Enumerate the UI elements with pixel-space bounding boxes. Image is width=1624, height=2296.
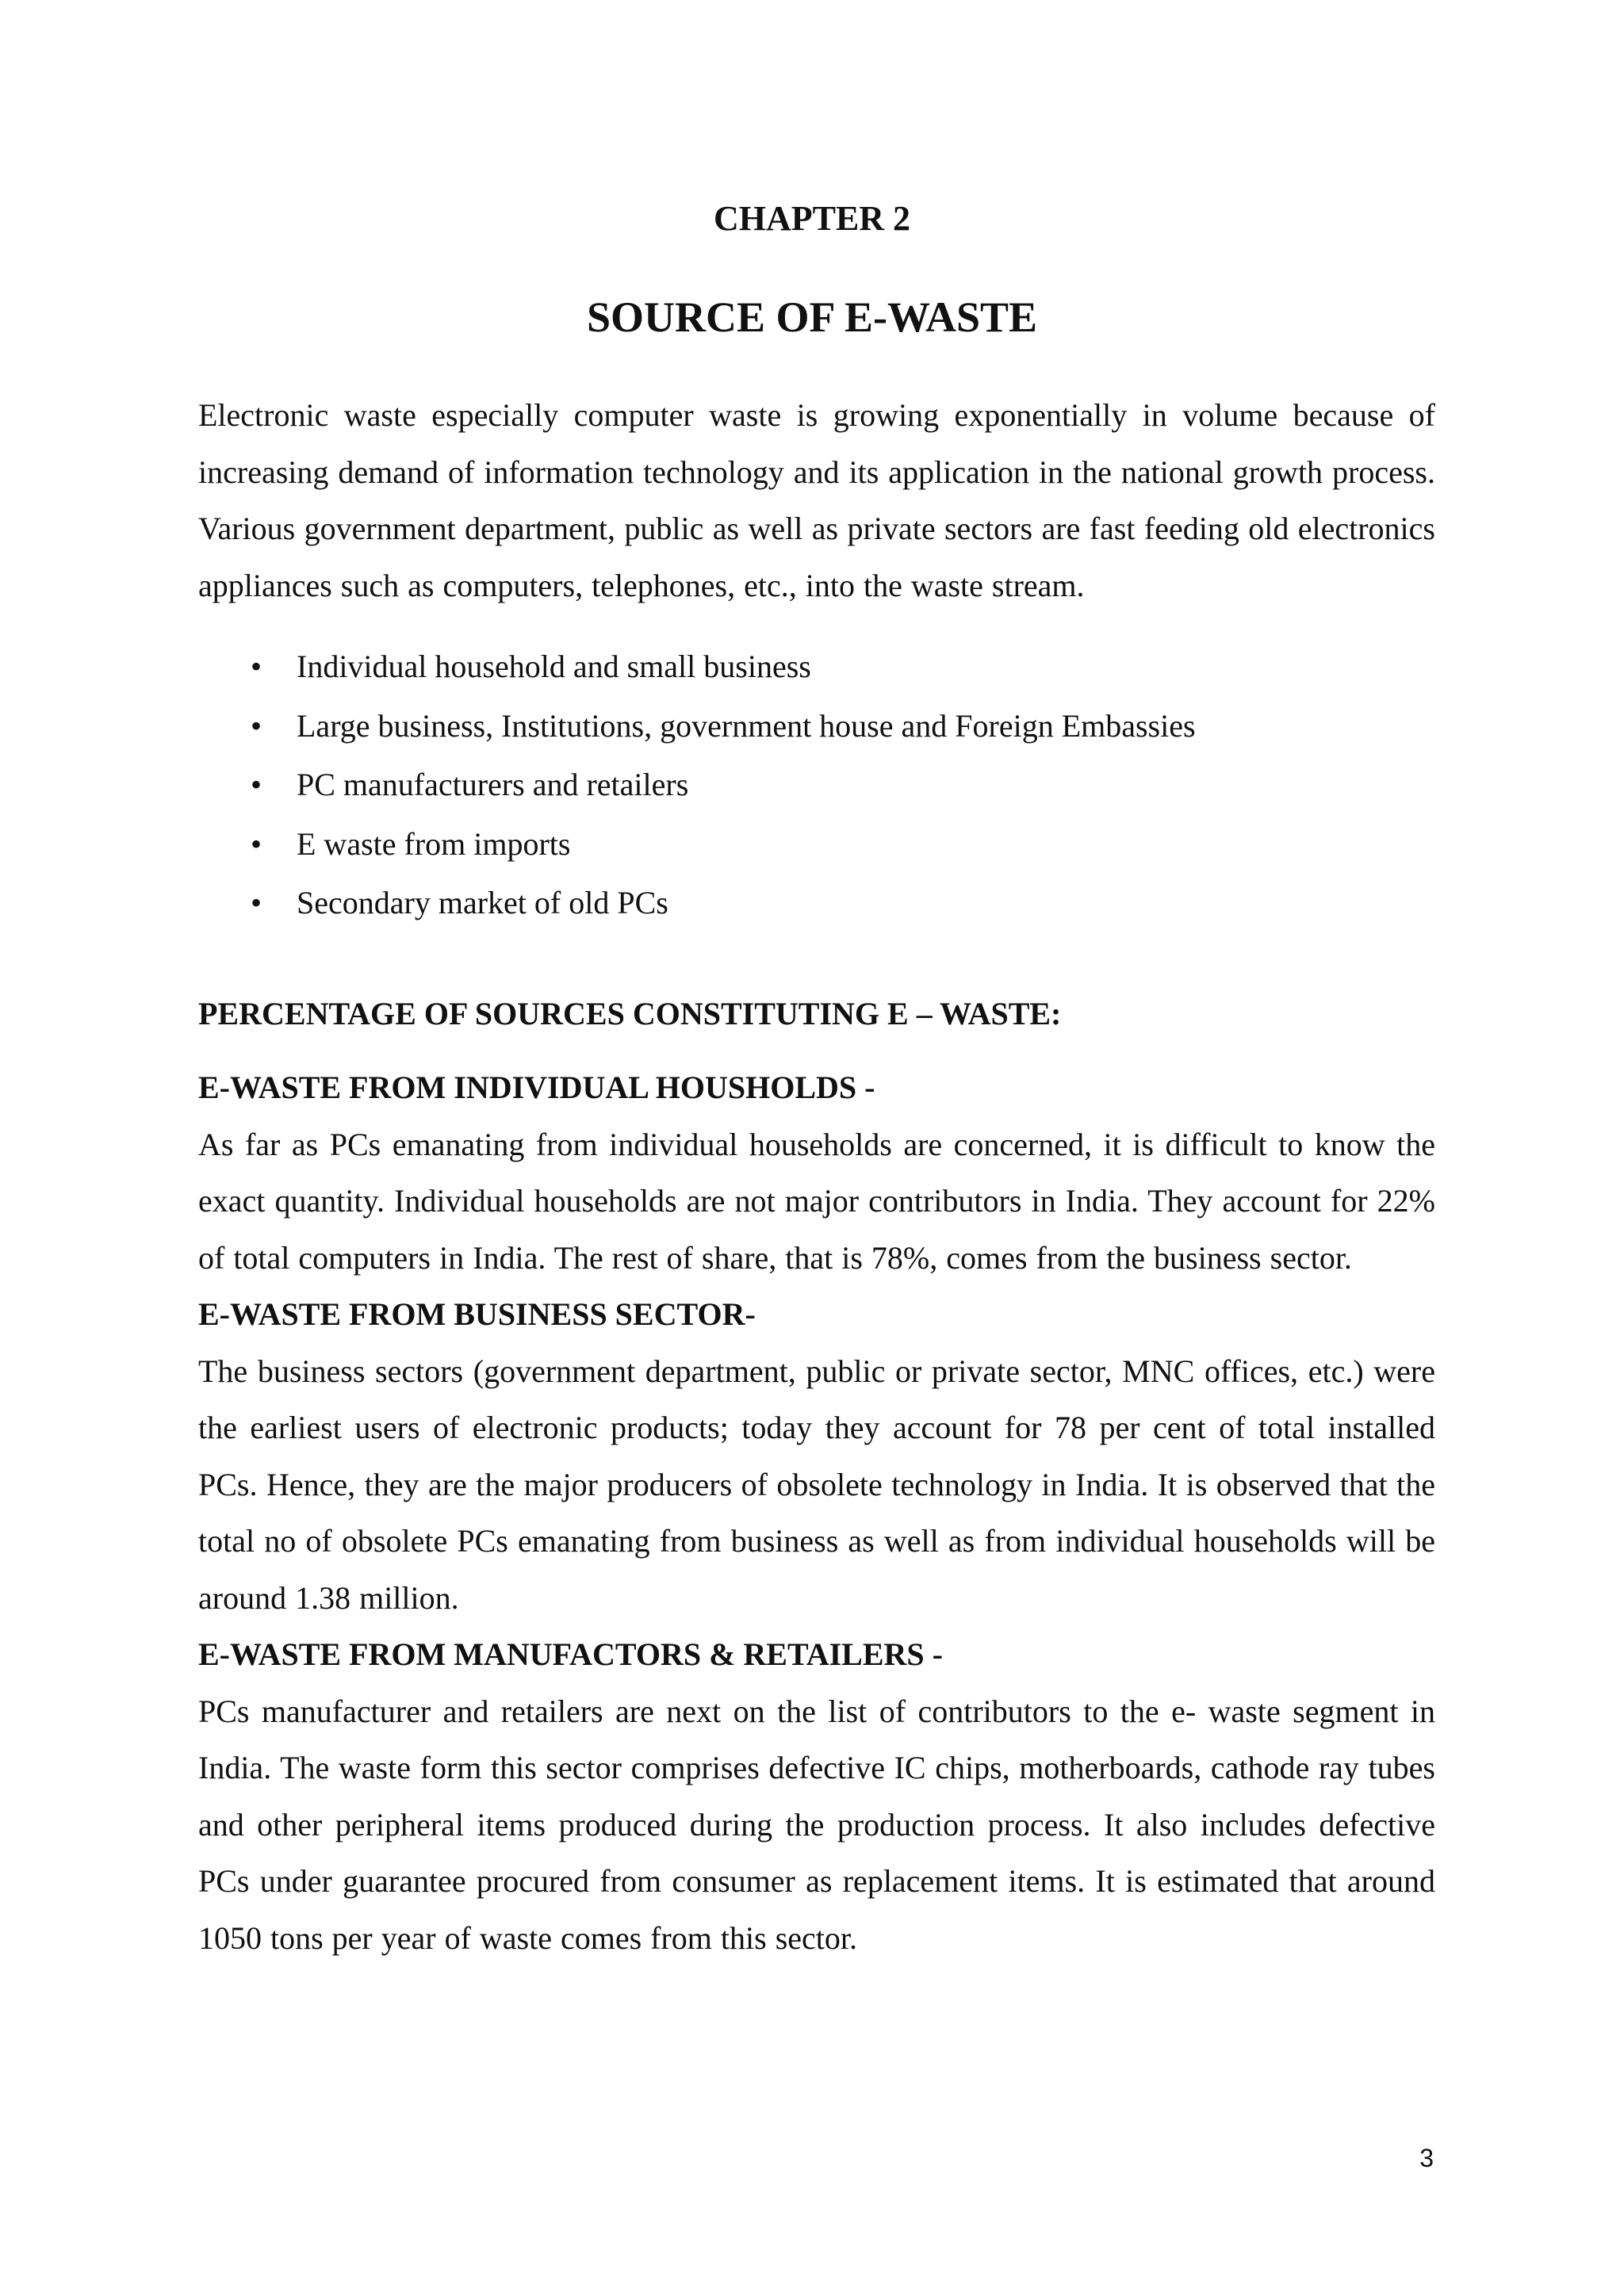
list-item-text: PC manufacturers and retailers [297, 767, 689, 802]
bullet-icon: • [251, 767, 262, 802]
list-item [198, 756, 1435, 815]
list-item-text: Secondary market of old PCs [297, 885, 668, 920]
section-body-business: The business sectors (government department, public or private sector, MNC offices, etc.) were the earliest users of electronic products; today they account for 78 per cent of total installed PCs. Hence, they are the major producers of obsolete technology in India. It is observed that the total no of obsolete PCs emanating from business as well as from individual households will be around 1.38 million. [198, 1353, 1435, 1616]
section-body-households: As far as PCs emanating from individual households are concerned, it is difficult to know the exact quantity. Individual households are not major contributors in India. They account for 22% of total computers in India. The rest of share, that is 78%, comes from the business sector. [198, 1126, 1435, 1276]
list-item-text: E waste from imports [297, 825, 571, 862]
page-number: 3 [1419, 2144, 1434, 2172]
section-heading-manufacturers: E-WASTE FROM MANUFACTORS & RETAILERS - [198, 1636, 943, 1672]
list-item [198, 697, 1435, 756]
bullet-icon: • [251, 885, 262, 920]
list-item [198, 815, 1435, 874]
bullet-icon: • [251, 825, 262, 862]
list-item-text: Individual household and small business [297, 649, 811, 684]
section-heading-business: E-WASTE FROM BUSINESS SECTOR- [198, 1296, 756, 1332]
chapter-label: CHAPTER 2 [713, 199, 911, 238]
chapter-title: SOURCE OF E-WASTE [586, 293, 1038, 341]
source-list [198, 637, 1435, 933]
section-heading-households: E-WASTE FROM INDIVIDUAL HOUSHOLDS - [198, 1070, 875, 1105]
section-body-manufacturers: PCs manufacturer and retailers are next on the list of contributors to the e- waste segment in India. The waste form this sector comprises defective IC chips, motherboards, cathode ray tubes and other peripheral items produced during the production process. It also includes defective PCs under guarantee procured from consumer as replacement items. It is estimated that around 1050 tons per year of waste comes from this sector. [198, 1693, 1435, 1956]
list-item [198, 874, 1435, 933]
percentage-heading: PERCENTAGE OF SOURCES CONSTITUTING E – WASTE: [198, 995, 1062, 1031]
intro-paragraph: Electronic waste especially computer waste is growing exponentially in volume because of increasing demand of information technology and its application in the national growth process. Various government department, public as well as private sectors are fast feeding old electronics appliances such as computers, telephones, etc., into the waste stream. [198, 397, 1435, 603]
list-item-text: Large business, Institutions, government house and Foreign Embassies [297, 707, 1196, 744]
list-item [198, 637, 1435, 697]
bullet-icon: • [251, 649, 262, 684]
page-content [198, 387, 1435, 1966]
bullet-icon: • [251, 707, 262, 744]
